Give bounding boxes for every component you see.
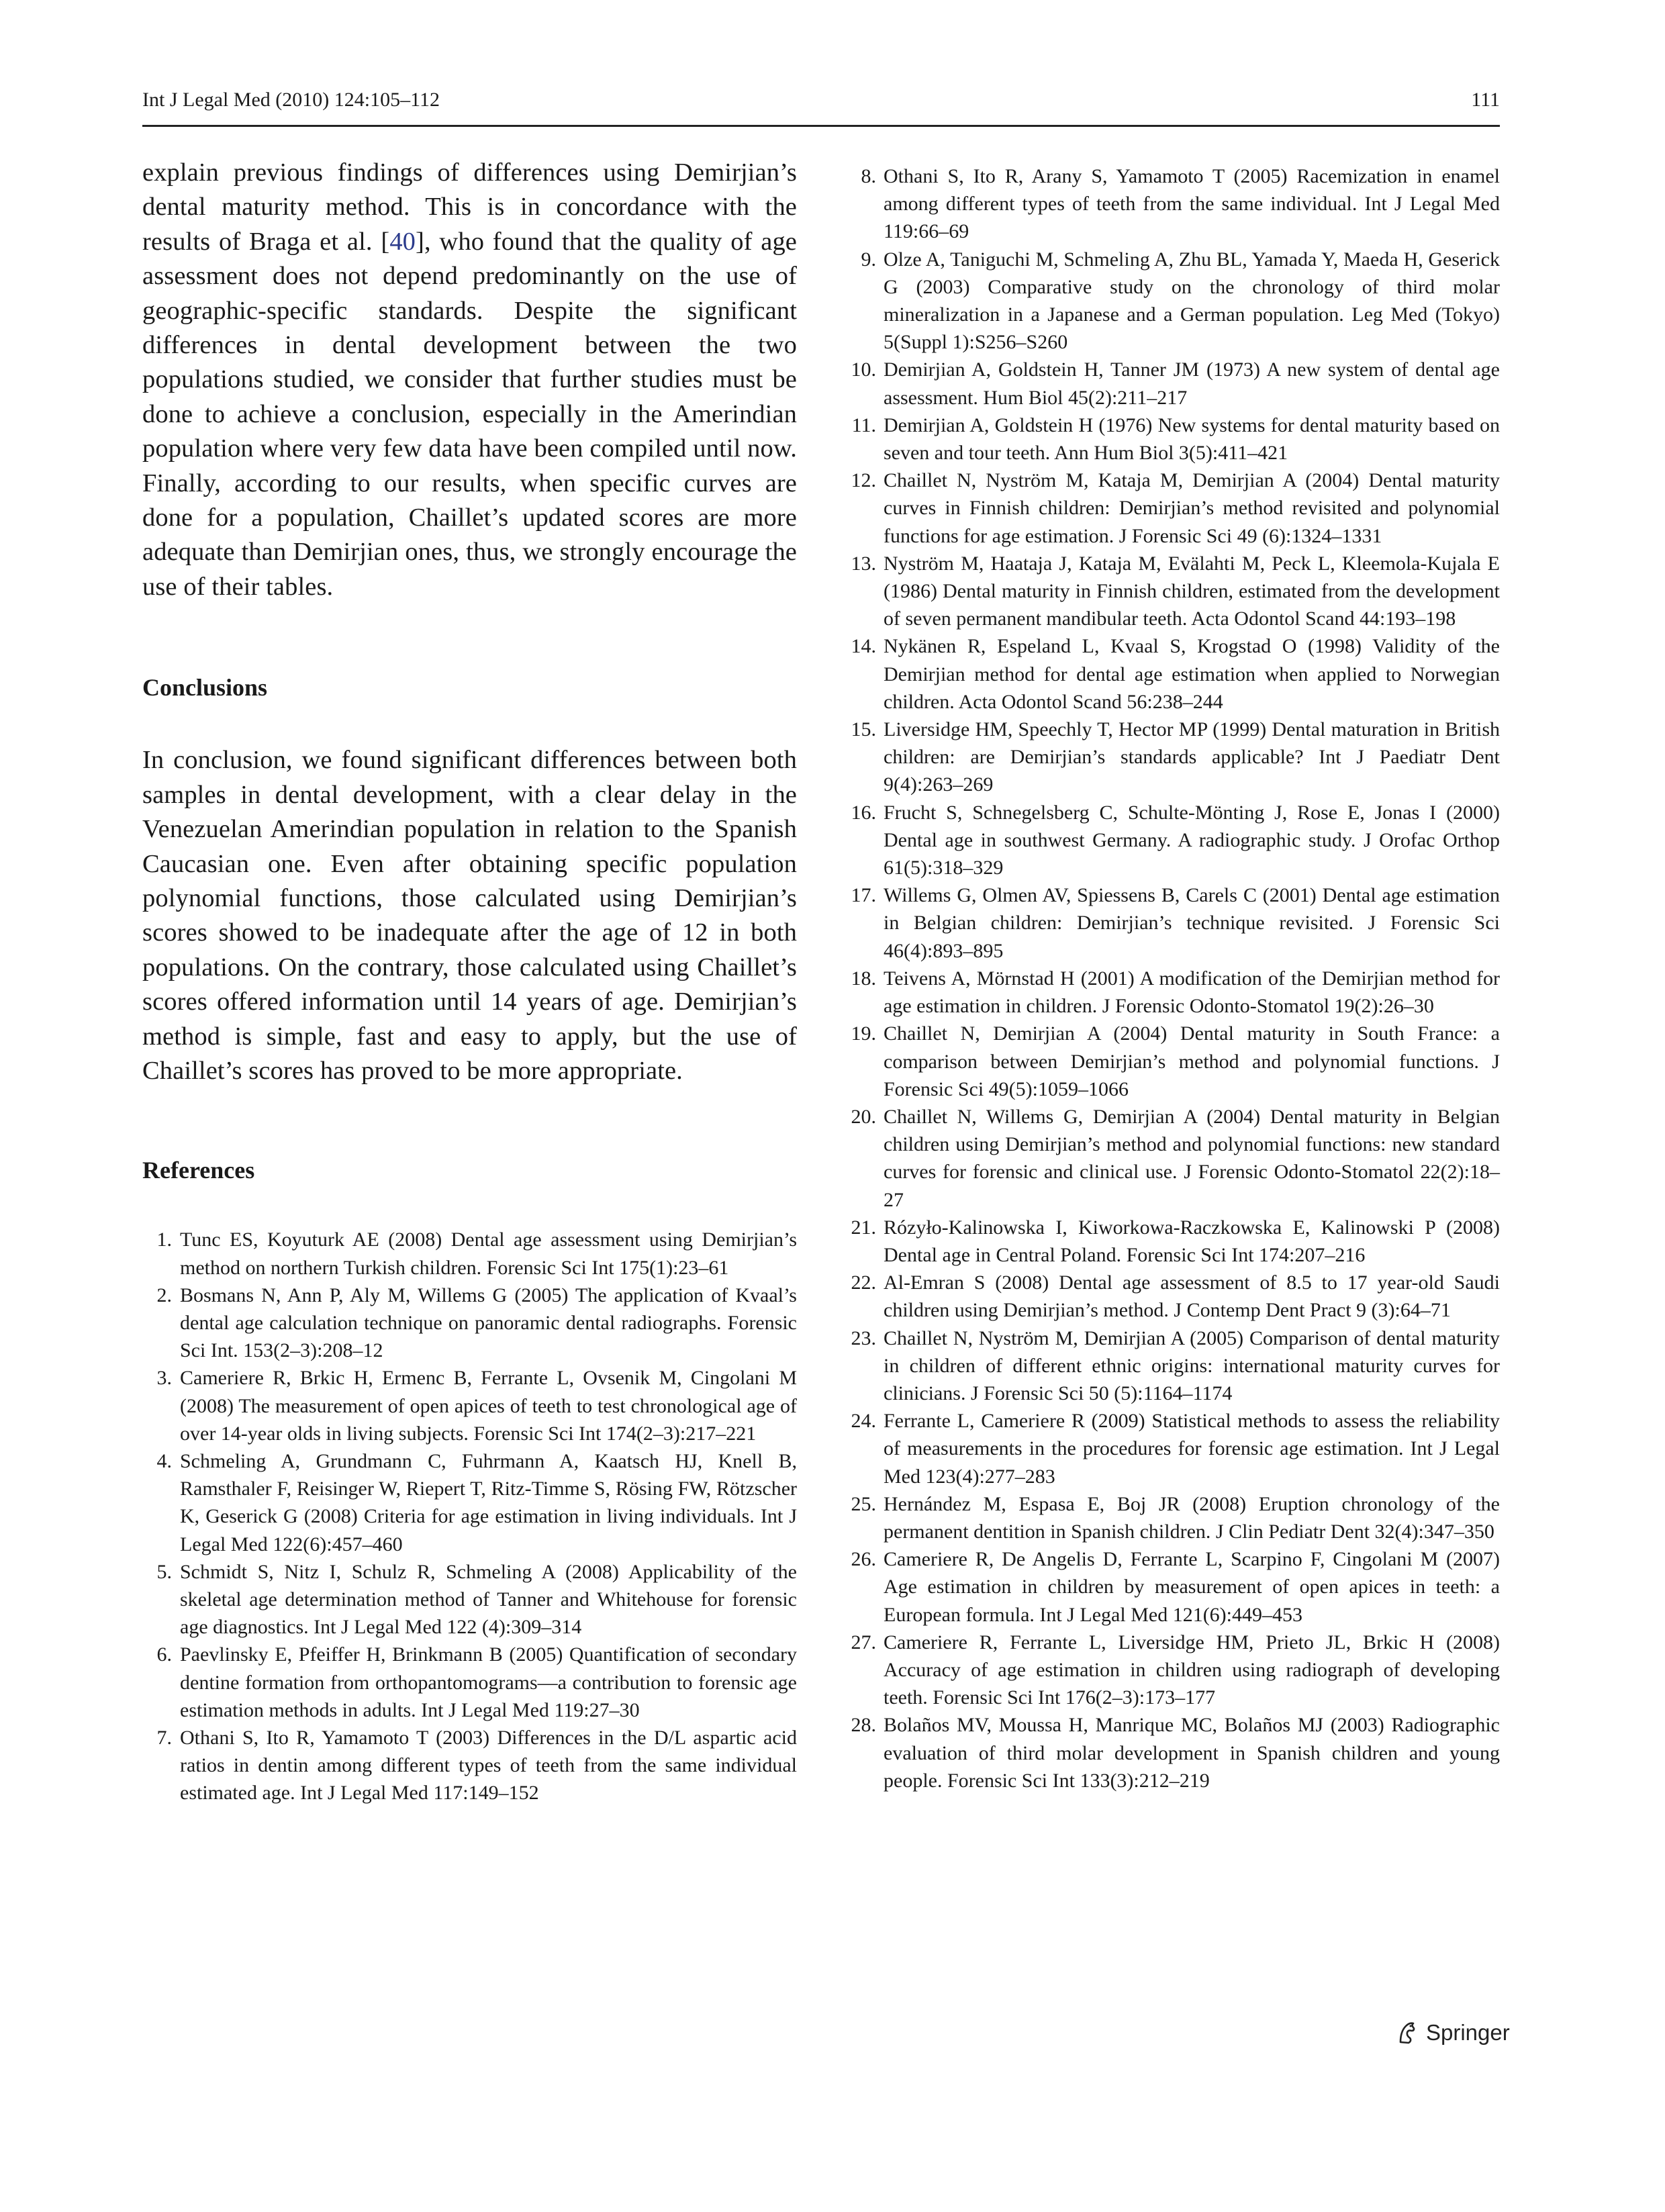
reference-text: Chaillet N, Nyström M, Kataja M, Demirjian A (2004) Dental maturity curves in Finnish children: Demirjian’s method revisited and polynomial functions for age estimation. J Forensic Sci 49 (6):1324–1331 [884, 469, 1500, 547]
reference-text: Rózyło-Kalinowska I, Kiworkowa-Raczkowska E, Kalinowski P (2008) Dental age in Central Poland. Forensic Sci Int 174:207–216 [884, 1216, 1500, 1266]
reference-item [142, 1447, 797, 1558]
reference-text: Nyström M, Haataja J, Kataja M, Evälahti M, Peck L, Kleemola-Kujala E (1986) Dental maturity in Finnish children, estimated from the development of seven permanent mandibular teeth. Acta Odontol Scand 44:193–198 [884, 552, 1500, 630]
reference-item [845, 1407, 1500, 1490]
conclusions-paragraph: In conclusion, we found significant differences between both samples in dental development, with a clear delay in the Venezuelan Amerindian population in relation to the Spanish Caucasian one. Even after obtaining specific population polynomial functions, those calculated using Demirjian’s scores showed to be inadequate after the age of 12 in both populations. On the contrary, those calculated using Chaillet’s scores offered information until 14 years of age. Demirjian’s method is simple, fast and easy to apply, but the use of Chaillet’s scores has proved to be more appropriate. [142, 746, 797, 1085]
reference-number: 15. [851, 718, 876, 741]
reference-number: 3. [156, 1367, 172, 1390]
reference-text: Chaillet N, Willems G, Demirjian A (2004) Dental maturity in Belgian children using Demirjian’s method and polynomial functions: new standard curves for forensic and clinical use. J Forensic Odonto-Stomatol 22(2):18–27 [884, 1105, 1500, 1211]
reference-item [142, 1641, 797, 1724]
reference-item [845, 1269, 1500, 1324]
reference-item [142, 1724, 797, 1807]
reference-text: Paevlinsky E, Pfeiffer H, Brinkmann B (2005) Quantification of secondary dentine formation from orthopantomograms—a contribution to forensic age estimation methods in adults. Int J Legal Med 119:27–30 [180, 1643, 797, 1721]
reference-item [845, 1711, 1500, 1794]
references-list-right [845, 162, 1500, 1794]
reference-number: 2. [156, 1284, 172, 1306]
reference-item [845, 881, 1500, 965]
reference-item [845, 799, 1500, 882]
reference-item [845, 716, 1500, 799]
reference-text: Demirjian A, Goldstein H (1976) New systems for dental maturity based on seven and tour teeth. Ann Hum Biol 3(5):411–421 [884, 414, 1500, 465]
reference-text: Cameriere R, De Angelis D, Ferrante L, Scarpino F, Cingolani M (2007) Age estimation in children by measurement of open apices in teeth: a European formula. Int J Legal Med 121(6):449–453 [884, 1548, 1500, 1626]
reference-number: 18. [851, 967, 876, 990]
references-heading: References [142, 1157, 255, 1184]
reference-number: 14. [851, 635, 876, 658]
reference-item [142, 1282, 797, 1365]
reference-item [142, 1364, 797, 1447]
reference-text: Frucht S, Schnegelsberg C, Schulte-Mönting J, Rose E, Jonas I (2000) Dental age in southwest Germany. A radiographic study. J Orofac Orthop 61(5):318–329 [884, 801, 1500, 879]
page-number: 111 [1471, 89, 1500, 111]
reference-item [845, 1490, 1500, 1545]
reference-text: Cameriere R, Brkic H, Ermenc B, Ferrante L, Ovsenik M, Cingolani M (2008) The measurement of open apices of teeth to test chronological age of over 14-year olds in living subjects. Forensic Sci Int 174(2–3):217–221 [180, 1367, 797, 1445]
reference-item [845, 550, 1500, 633]
reference-text: Tunc ES, Koyuturk AE (2008) Dental age assessment using Demirjian’s method on northern Turkish children. Forensic Sci Int 175(1):23–61 [180, 1229, 797, 1279]
reference-text: Liversidge HM, Speechly T, Hector MP (1999) Dental maturation in British children: are Demirjian’s standards applicable? Int J Paediatr Dent 9(4):263–269 [884, 718, 1500, 796]
reference-number: 4. [156, 1449, 172, 1472]
right-column [845, 156, 1500, 1794]
reference-text: Hernández M, Espasa E, Boj JR (2008) Eruption chronology of the permanent dentition in Spanish children. J Clin Pediatr Dent 32(4):347–350 [884, 1492, 1500, 1543]
reference-text: Chaillet N, Nyström M, Demirjian A (2005) Comparison of dental maturity in children of different ethnic origins: international maturity curves for clinicians. J Forensic Sci 50 (5):1164–1174 [884, 1327, 1500, 1404]
reference-item [845, 1629, 1500, 1712]
conclusions-heading: Conclusions [142, 674, 268, 702]
reference-text: Bosmans N, Ann P, Aly M, Willems G (2005) The application of Kvaal’s dental age calculation technique on panoramic dental radiographs. Forensic Sci Int. 153(2–3):208–12 [180, 1284, 797, 1362]
reference-number: 11. [851, 414, 876, 436]
reference-text: Othani S, Ito R, Arany S, Yamamoto T (2005) Racemization in enamel among different types of teeth from the same individual. Int J Legal Med 119:66–69 [884, 165, 1500, 243]
reference-item [845, 1545, 1500, 1629]
reference-number: 21. [851, 1216, 876, 1239]
reference-text: Willems G, Olmen AV, Spiessens B, Carels C (2001) Dental age estimation in Belgian children: Demirjian’s technique revisited. J Forensic Sci 46(4):893–895 [884, 884, 1500, 962]
reference-text: Bolaños MV, Moussa H, Manrique MC, Bolaños MJ (2003) Radiographic evaluation of third molar development in Spanish children and young people. Forensic Sci Int 133(3):212–219 [884, 1714, 1500, 1792]
reference-text: Othani S, Ito R, Yamamoto T (2003) Differences in the D/L aspartic acid ratios in dentin among different types of teeth from the same individual estimated age. Int J Legal Med 117:149–152 [180, 1727, 797, 1805]
publisher-name: Springer [1426, 2020, 1510, 2045]
discussion-text-before-cite: explain previous findings of differences using Demirjian’s dental maturity method. This is in concordance with the results of Braga et al. [ [142, 158, 797, 256]
reference-number: 23. [851, 1327, 876, 1349]
reference-item [845, 1325, 1500, 1408]
reference-number: 24. [851, 1410, 876, 1433]
reference-text: Teivens A, Mörnstad H (2001) A modification of the Demirjian method for age estimation in children. J Forensic Odonto-Stomatol 19(2):26–30 [884, 967, 1500, 1018]
reference-text: Demirjian A, Goldstein H, Tanner JM (1973) A new system of dental age assessment. Hum Biol 45(2):211–217 [884, 358, 1500, 409]
reference-item [845, 246, 1500, 356]
reference-text: Al-Emran S (2008) Dental age assessment of 8.5 to 17 year-old Saudi children using Demirjian’s method. J Contemp Dent Pract 9 (3):64–71 [884, 1271, 1500, 1322]
reference-number: 19. [851, 1022, 876, 1045]
reference-text: Schmeling A, Grundmann C, Fuhrmann A, Kaatsch HJ, Knell B, Ramsthaler F, Reisinger W, Riepert T, Ritz-Timme S, Rösing FW, Rötzscher K, Geserick G (2008) Criteria for age estimation in living individuals. Int J Legal Med 122(6):457–460 [180, 1449, 797, 1555]
citation-link[interactable]: 40 [389, 227, 416, 256]
reference-item [142, 1226, 797, 1281]
reference-number: 25. [851, 1492, 876, 1515]
reference-number: 12. [851, 469, 876, 492]
springer-horse-icon [1394, 2019, 1421, 2046]
reference-number: 10. [851, 358, 876, 381]
reference-number: 6. [156, 1643, 172, 1666]
reference-item [845, 632, 1500, 716]
reference-text: Chaillet N, Demirjian A (2004) Dental maturity in South France: a comparison between Demirjian’s method and polynomial functions. J Forensic Sci 49(5):1059–1066 [884, 1022, 1500, 1100]
running-header [142, 89, 1500, 127]
journal-citation: Int J Legal Med (2010) 124:105–112 [142, 89, 440, 111]
reference-number: 22. [851, 1271, 876, 1294]
reference-number: 9. [861, 248, 876, 271]
discussion-text-after-cite: ], who found that the quality of age assessment does not depend predominantly on the use of geographic-specific standards. Despite the significant differences in dental development between the two populations studied, we consider that further studies must be done to achieve a conclusion, especially in the Amerindian population where very few data have been compiled until now. Finally, according to our results, when specific curves are done for a population, Chaillet’s updated scores are more adequate than Demirjian ones, thus, we strongly encourage the use of their tables. [142, 227, 797, 601]
reference-number: 20. [851, 1105, 876, 1128]
reference-item [845, 965, 1500, 1020]
reference-item [142, 1558, 797, 1641]
reference-number: 8. [861, 165, 876, 187]
reference-text: Cameriere R, Ferrante L, Liversidge HM, Prieto JL, Brkic H (2008) Accuracy of age estimation in children using radiograph of developing teeth. Forensic Sci Int 176(2–3):173–177 [884, 1631, 1500, 1709]
reference-text: Ferrante L, Cameriere R (2009) Statistical methods to assess the reliability of measurements in the procedures for forensic age estimation. Int J Legal Med 123(4):277–283 [884, 1410, 1500, 1488]
reference-item [845, 1214, 1500, 1269]
reference-item [845, 162, 1500, 246]
references-list-left [142, 1226, 797, 1807]
reference-number: 26. [851, 1548, 876, 1571]
reference-item [845, 467, 1500, 550]
reference-number: 28. [851, 1714, 876, 1737]
reference-number: 7. [156, 1727, 172, 1749]
reference-item [845, 412, 1500, 467]
publisher-logo [1394, 2018, 1510, 2048]
reference-text: Nykänen R, Espeland L, Kvaal S, Krogstad O (1998) Validity of the Demirjian method for dental age estimation when applied to Norwegian children. Acta Odontol Scand 56:238–244 [884, 635, 1500, 713]
left-column [142, 156, 797, 1807]
reference-item [845, 1020, 1500, 1103]
reference-item [845, 356, 1500, 411]
discussion-paragraph [142, 156, 797, 604]
reference-number: 27. [851, 1631, 876, 1653]
reference-item [845, 1103, 1500, 1214]
reference-number: 13. [851, 552, 876, 575]
reference-number: 1. [156, 1229, 172, 1251]
reference-number: 17. [851, 884, 876, 907]
reference-text: Schmidt S, Nitz I, Schulz R, Schmeling A (2008) Applicability of the skeletal age determination method of Tanner and Whitehouse for forensic age diagnostics. Int J Legal Med 122 (4):309–314 [180, 1560, 797, 1639]
reference-text: Olze A, Taniguchi M, Schmeling A, Zhu BL, Yamada Y, Maeda H, Geserick G (2003) Comparative study on the chronology of third molar mineralization in a Japanese and a German population. Leg Med (Tokyo) 5(Suppl 1):S256–S260 [884, 248, 1500, 354]
reference-number: 5. [156, 1560, 172, 1583]
reference-number: 16. [851, 801, 876, 824]
